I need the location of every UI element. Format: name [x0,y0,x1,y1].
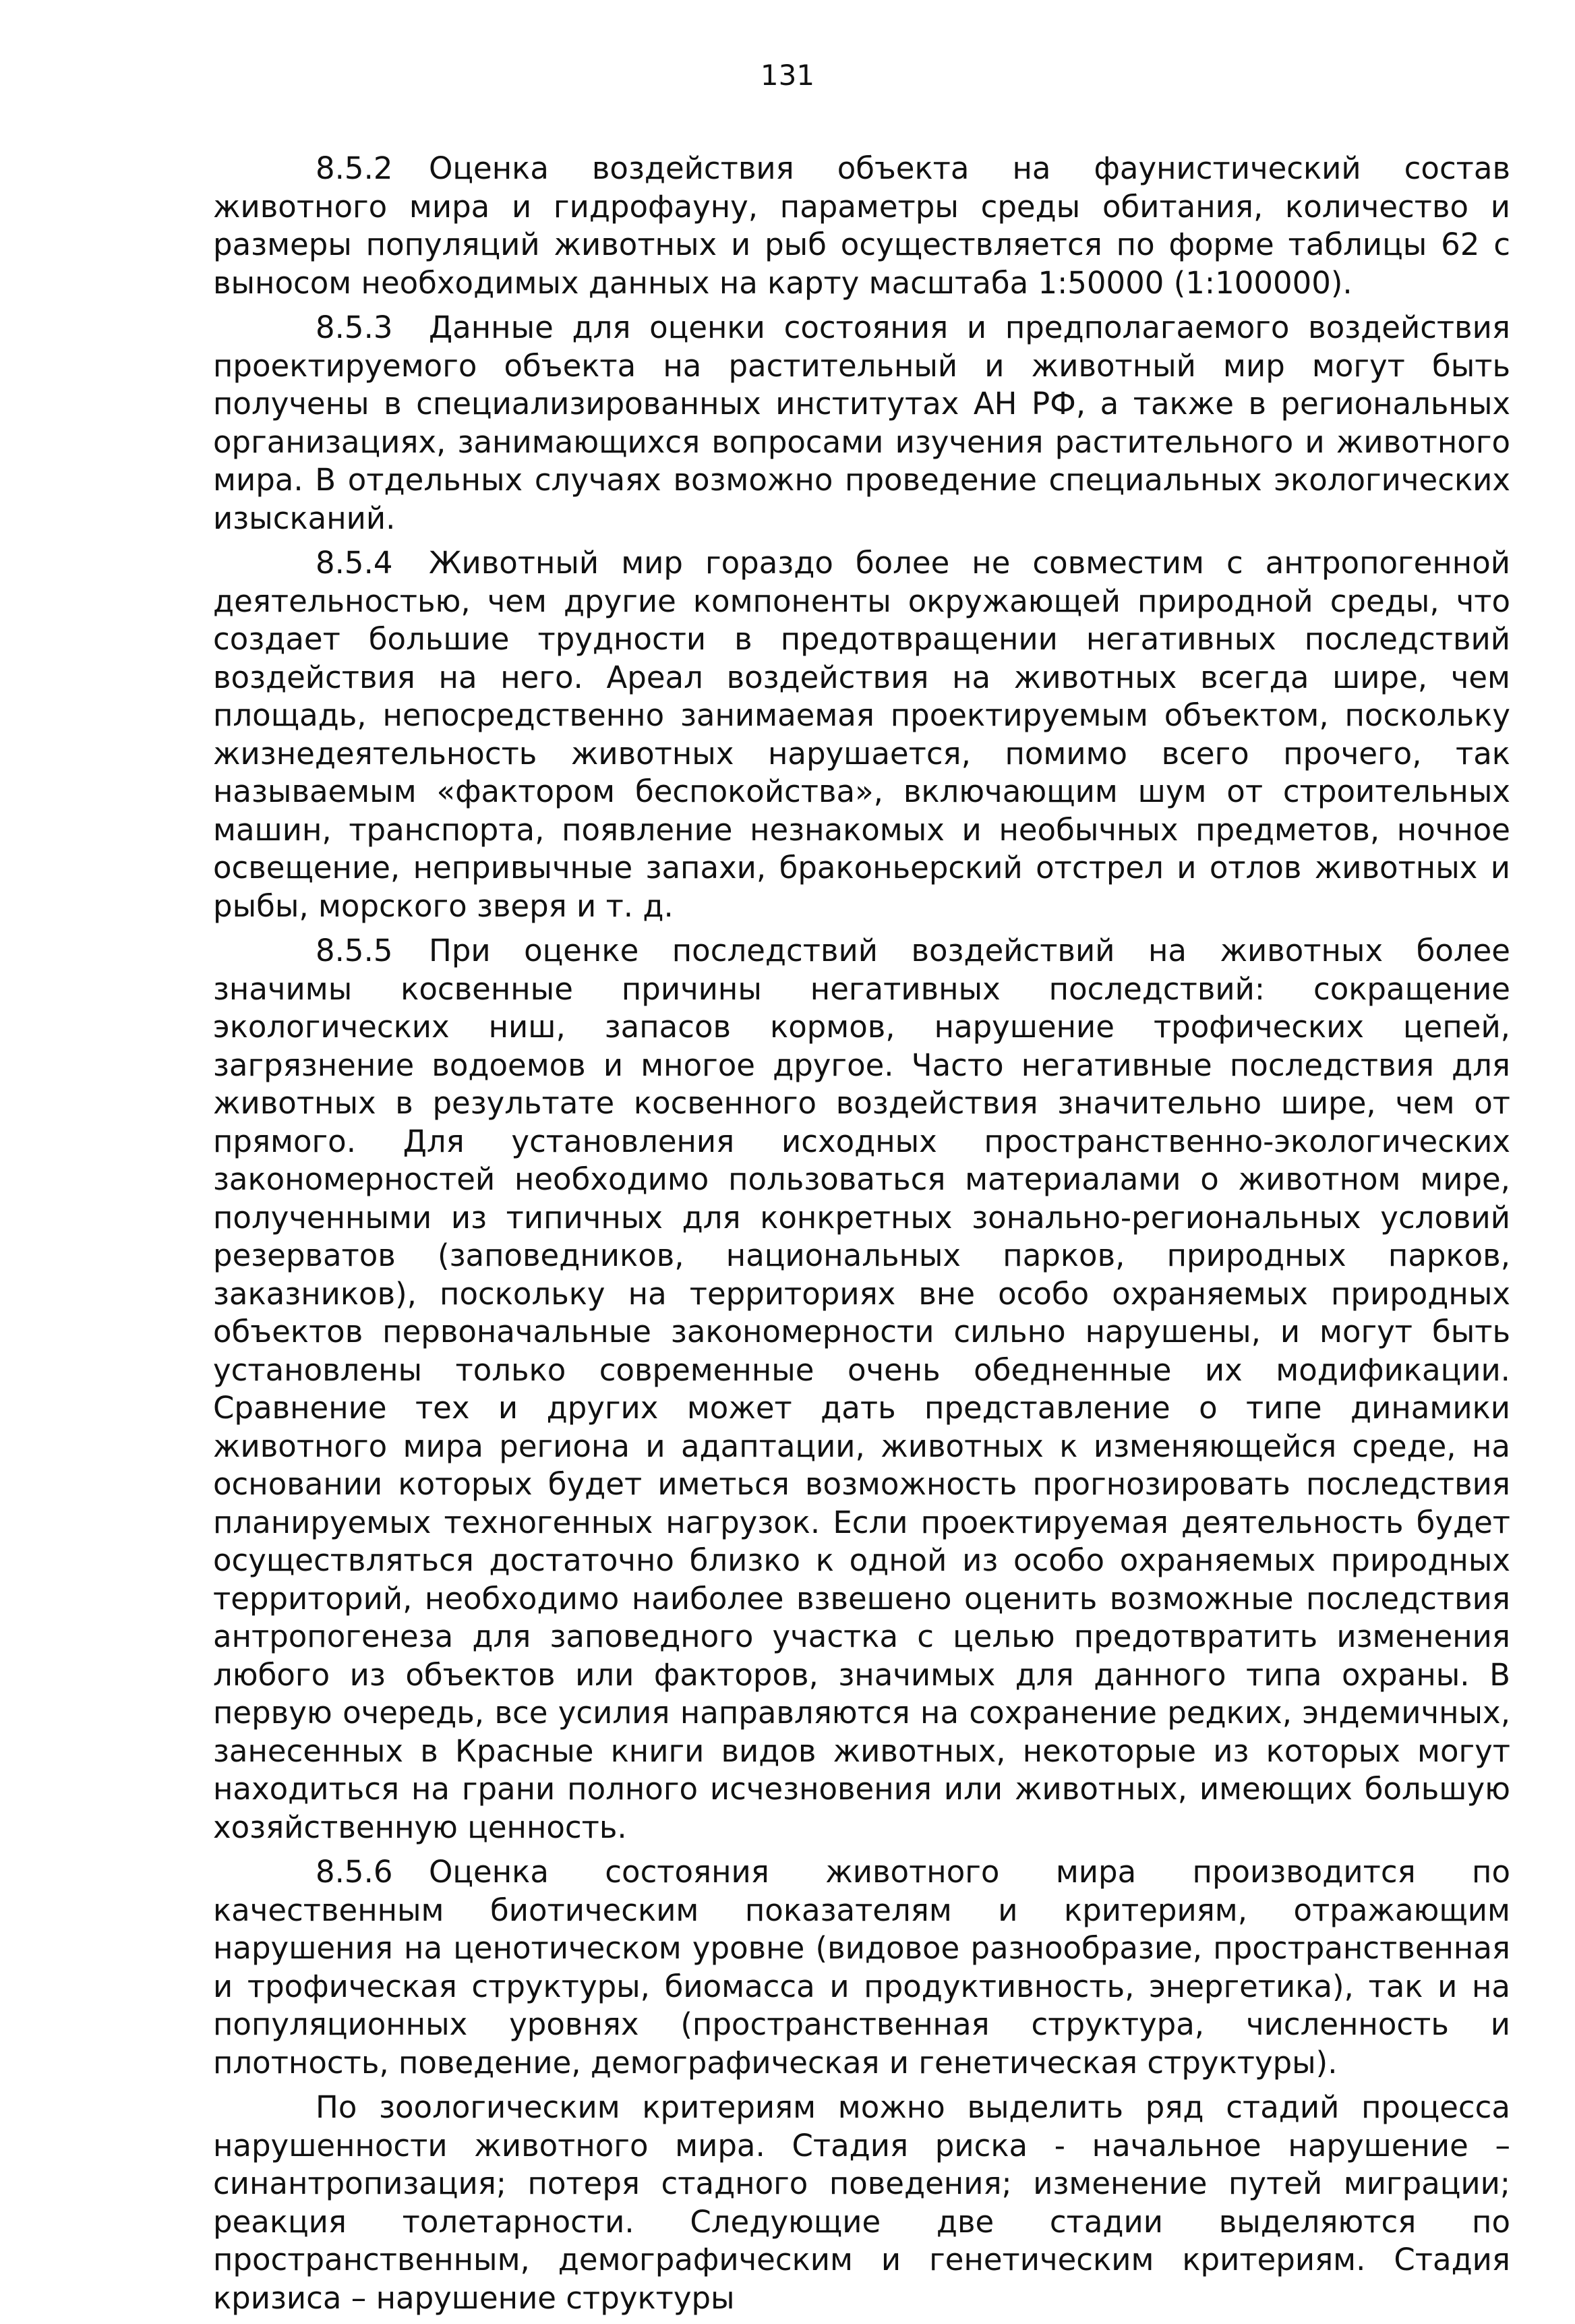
paragraph-text: Данные для оценки состояния и предполагаемого воздействия проектируемого объекта на растительный и животный мир могут быть получены в специализированных институтах АН РФ, а также в региональных организациях, занимающихся вопросами изучения растительного и животного мира. В отдельных случаях возможно проведение специальных экологических изысканий. [213,310,1510,536]
paragraph-8-5-4 [213,544,1510,925]
paragraph-number: 8.5.6 [316,1854,393,1890]
paragraph-8-5-2 [213,150,1510,302]
document-body [213,150,1510,2324]
paragraph-8-5-5 [213,932,1510,1847]
paragraph-text: По зоологическим критериям можно выделить ряд стадий процесса нарушенности животного мира. Стадия риска - начальное нарушение – синантропизация; потеря стадного поведения; изменение путей миграции; реакция толетарности. Следующие две стадии выделяются по пространственным, демографическим и генетическим критериям. Стадия кризиса – нарушение структуры [213,2089,1510,2316]
paragraph-text: Оценка воздействия объекта на фаунистический состав животного мира и гидрофауну, параметры среды обитания, количество и размеры популяций животных и рыб осуществляется по форме таблицы 62 с выносом необходимых данных на карту масштаба 1:50000 (1:100000). [213,150,1510,301]
paragraph-text: При оценке последствий воздействий на животных более значимы косвенные причины негативных последствий: сокращение экологических ниш, запасов кормов, нарушение трофических цепей, загрязнение водоемов и многое другое. Часто негативные последствия для животных в результате косвенного воздействия значительно шире, чем от прямого. Для установления исходных пространственно-экологических закономерностей необходимо пользоваться материалами о животном мире, полученными из типичных для конкретных зонально-региональных условий резерватов (заповедников, национальных парков, природных парков, заказников), поскольку на территориях вне особо охраняемых природных объектов первоначальные закономерности сильно нарушены, и могут быть установлены только современные очень обедненные их модификации. Сравнение тех и других может дать представление о типе динамики животного мира региона и адаптации, животных к изменяющейся среде, на основании которых будет иметься возможность прогнозировать последствия планируемых техногенных нагрузок. Если проектируемая деятельность будет осуществляться достаточно близко к одной из особо охраняемых природных территорий, необходимо наиболее взвешено оценить возможные последствия антропогенеза для заповедного участка с целью предотвратить изменения любого из объектов или факторов, значимых для данного типа охраны. В первую очередь, все усилия направляются на сохранение редких, эндемичных, занесенных в Красные книги видов животных, некоторые из которых могут находиться на грани полного исчезновения или животных, имеющих большую хозяйственную ценность. [213,933,1510,1845]
paragraph-8-5-6 [213,1853,1510,2082]
paragraph-zoological-criteria [213,2089,1510,2317]
page-number: 131 [760,59,815,92]
paragraph-text: Животный мир гораздо более не совместим с антропогенной деятельностью, чем другие компоненты окружающей природной среды, что создает большие трудности в предотвращении негативных последствий воздействия на него. Ареал воздействия на животных всегда шире, чем площадь, непосредственно занимаемая проектируемым объектом, поскольку жизнедеятельность животных нарушается, помимо всего прочего, так называемым «фактором беспокойства», включающим шум от строительных машин, транспорта, появление незнакомых и необычных предметов, ночное освещение, непривычные запахи, браконьерский отстрел и отлов животных и рыбы, морского зверя и т. д. [213,545,1510,924]
paragraph-number: 8.5.4 [316,545,393,581]
paragraph-number: 8.5.2 [316,150,393,186]
paragraph-8-5-3 [213,309,1510,538]
paragraph-number: 8.5.3 [316,310,393,345]
paragraph-text: Оценка состояния животного мира производится по качественным биотическим показателям и критериям, отражающим нарушения на ценотическом уровне (видовое разнообразие, пространственная и трофическая структуры, биомасса и продуктивность, энергетика), так и на популяционных уровнях (пространственная структура, численность и плотность, поведение, демографическая и генетическая структуры). [213,1854,1510,2081]
paragraph-number: 8.5.5 [316,933,393,968]
